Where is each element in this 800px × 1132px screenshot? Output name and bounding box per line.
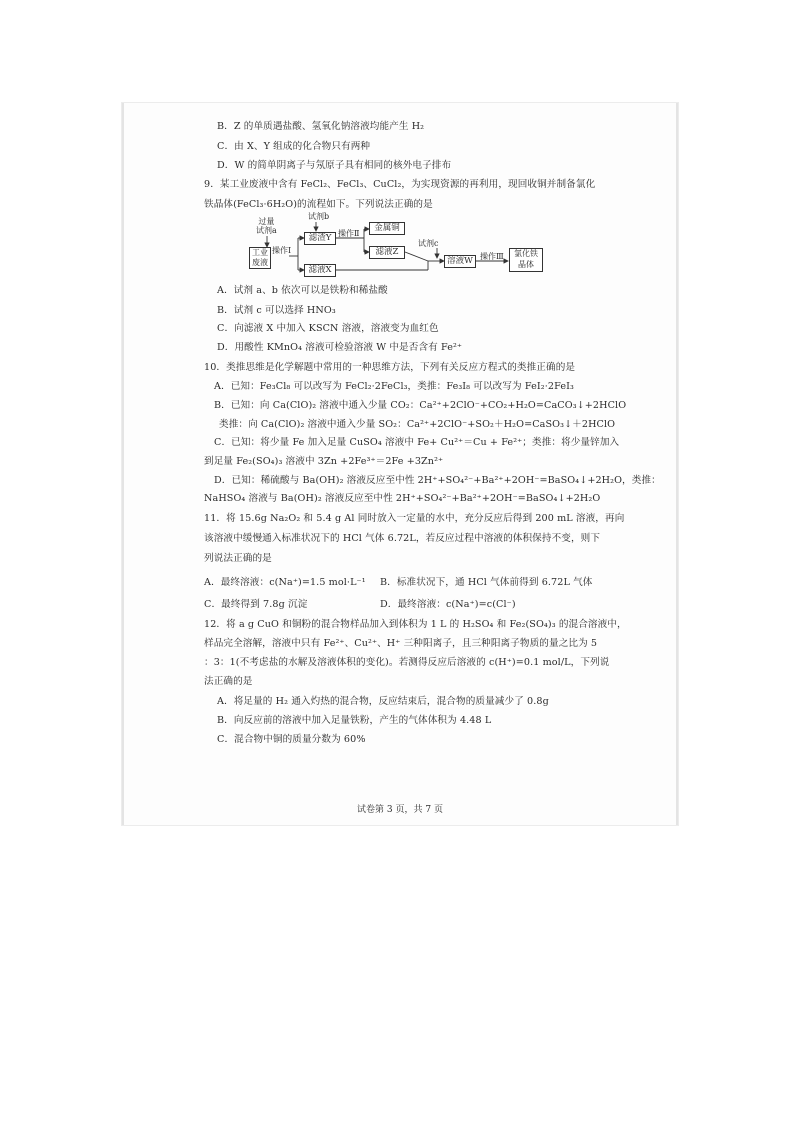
reagent-b-label: 试剂b <box>308 212 330 221</box>
page-footer: 试卷第 3 页，共 7 页 <box>357 805 443 815</box>
q12-option-c: C．混合物中铜的质量分数为 60% <box>217 734 366 745</box>
q9-option-d: D．用酸性 KMnO₄ 溶液可检验溶液 W 中是否含有 Fe²⁺ <box>217 342 463 353</box>
q9-stem-line1: 9．某工业废液中含有 FeCl₂、FeCl₃、CuCl₂，为实现资源的再利用，现回收铜并制备氯化 <box>204 179 596 190</box>
operation-1-label: 操作Ⅰ <box>272 246 292 255</box>
q10-option-d-line2: NaHSO₄ 溶液与 Ba(OH)₂ 溶液反应至中性 2H⁺+SO₄²⁻+Ba²⁺+2OH⁻=BaSO₄↓+2H₂O <box>204 493 601 504</box>
ferric-chloride-crystal-box: 氯化铁 晶体 <box>509 248 543 272</box>
q8-option-c: C．由 X、Y 组成的化合物只有两种 <box>217 141 371 152</box>
q11-stem-line2: 该溶液中缓慢通入标准状况下的 HCl 气体 6.72L，若反应过程中溶液的体积保持不变，则下 <box>204 533 601 544</box>
filtrate-x-box: 滤液X <box>304 264 336 277</box>
q10-stem: 10．类推思维是化学解题中常用的一种思维方法，下列有关反应方程式的类推正确的是 <box>204 362 576 373</box>
q12-stem-line3: ：3：1(不考虑盐的水解及溶液体积的变化)。若测得反应后溶液的 c(H⁺)=0.1 mol/L，下列说 <box>204 657 610 668</box>
q12-option-a: A．将足量的 H₂ 通入灼热的混合物，反应结束后，混合物的质量减少了 0.8g <box>217 696 549 707</box>
q10-option-b-line2: 类推：向 Ca(ClO)₂ 溶液中通入少量 SO₂：Ca²⁺+2ClO⁻+SO₂＋H₂O=CaSO₃↓＋2HClO <box>219 419 616 430</box>
q11-option-b: B．标准状况下，通 HCl 气体前得到 6.72L 气体 <box>380 577 593 588</box>
q9-option-c: C．向滤液 X 中加入 KSCN 溶液，溶液变为血红色 <box>217 323 439 334</box>
q10-option-c-line1: C．已知：将少量 Fe 加入足量 CuSO₄ 溶液中 Fe+ Cu²⁺＝Cu + Fe²⁺；类推：将少量锌加入 <box>214 437 620 448</box>
q10-option-b-line1: B．已知：向 Ca(ClO)₂ 溶液中通入少量 CO₂：Ca²⁺+2ClO⁻+CO₂+H₂O=CaCO₃↓+2HClO <box>214 400 627 411</box>
page-edge <box>122 103 124 825</box>
q11-stem-line3: 列说法正确的是 <box>204 553 272 564</box>
q9-option-a: A．试剂 a、b 依次可以是铁粉和稀盐酸 <box>217 285 388 296</box>
operation-3-label: 操作Ⅲ <box>480 252 504 261</box>
q11-stem-line1: 11．将 15.6g Na₂O₂ 和 5.4 g Al 同时放入一定量的水中，充分反应后得到 200 mL 溶液，再向 <box>204 513 625 524</box>
operation-2-label: 操作Ⅱ <box>338 229 360 238</box>
reagent-a-label: 过量 试剂a <box>256 217 277 235</box>
q10-option-d-line1: D．已知：稀硫酸与 Ba(OH)₂ 溶液反应至中性 2H⁺+SO₄²⁻+Ba²⁺+2OH⁻=BaSO₄↓+2H₂O，类推： <box>214 475 661 486</box>
q12-stem-line4: 法正确的是 <box>204 676 253 687</box>
q12-stem-line2: 样品完全溶解，溶液中只有 Fe²⁺、Cu²⁺、H⁺ 三种阳离子，且三种阳离子物质的量之比为 5 <box>204 638 598 649</box>
q9-option-b: B．试剂 c 可以选择 HNO₃ <box>217 305 336 316</box>
solution-w-box: 溶液W <box>444 255 476 268</box>
q12-option-b: B．向反应前的溶液中加入足量铁粉，产生的气体体积为 4.48 L <box>217 715 492 726</box>
q8-option-b: B．Z 的单质遇盐酸、氢氧化钠溶液均能产生 H₂ <box>217 121 425 132</box>
q11-option-d: D．最终溶液：c(Na⁺)=c(Cl⁻) <box>380 599 516 610</box>
q9-stem-line2: 铁晶体(FeCl₃·6H₂O)的流程如下。下列说法正确的是 <box>204 199 433 210</box>
q8-option-d: D．W 的简单阴离子与氖原子具有相同的核外电子排布 <box>217 160 452 171</box>
waste-liquid-box: 工业 废液 <box>249 247 271 269</box>
q12-stem-line1: 12．将 a g CuO 和铜粉的混合物样品加入到体积为 1 L 的 H₂SO₄ 和 Fe₂(SO₄)₃ 的混合溶液中， <box>204 619 627 630</box>
filtrate-z-box: 滤液Z <box>369 246 405 259</box>
q10-option-a: A．已知：Fe₃Cl₈ 可以改写为 FeCl₂·2FeCl₃，类推：Fe₃I₈ 可以改写为 FeI₂·2FeI₃ <box>214 381 574 392</box>
copper-box: 金属铜 <box>369 222 405 235</box>
q10-option-c-line2: 到足量 Fe₂(SO₄)₃ 溶液中 3Zn +2Fe³⁺＝2Fe +3Zn²⁺ <box>204 456 444 467</box>
page-edge <box>676 103 678 825</box>
q11-option-c: C．最终得到 7.8g 沉淀 <box>204 599 308 610</box>
q11-option-a: A．最终溶液：c(Na⁺)=1.5 mol·L⁻¹ <box>204 577 366 588</box>
reagent-c-label: 试剂c <box>418 239 439 248</box>
residue-y-box: 滤渣Y <box>304 232 336 245</box>
